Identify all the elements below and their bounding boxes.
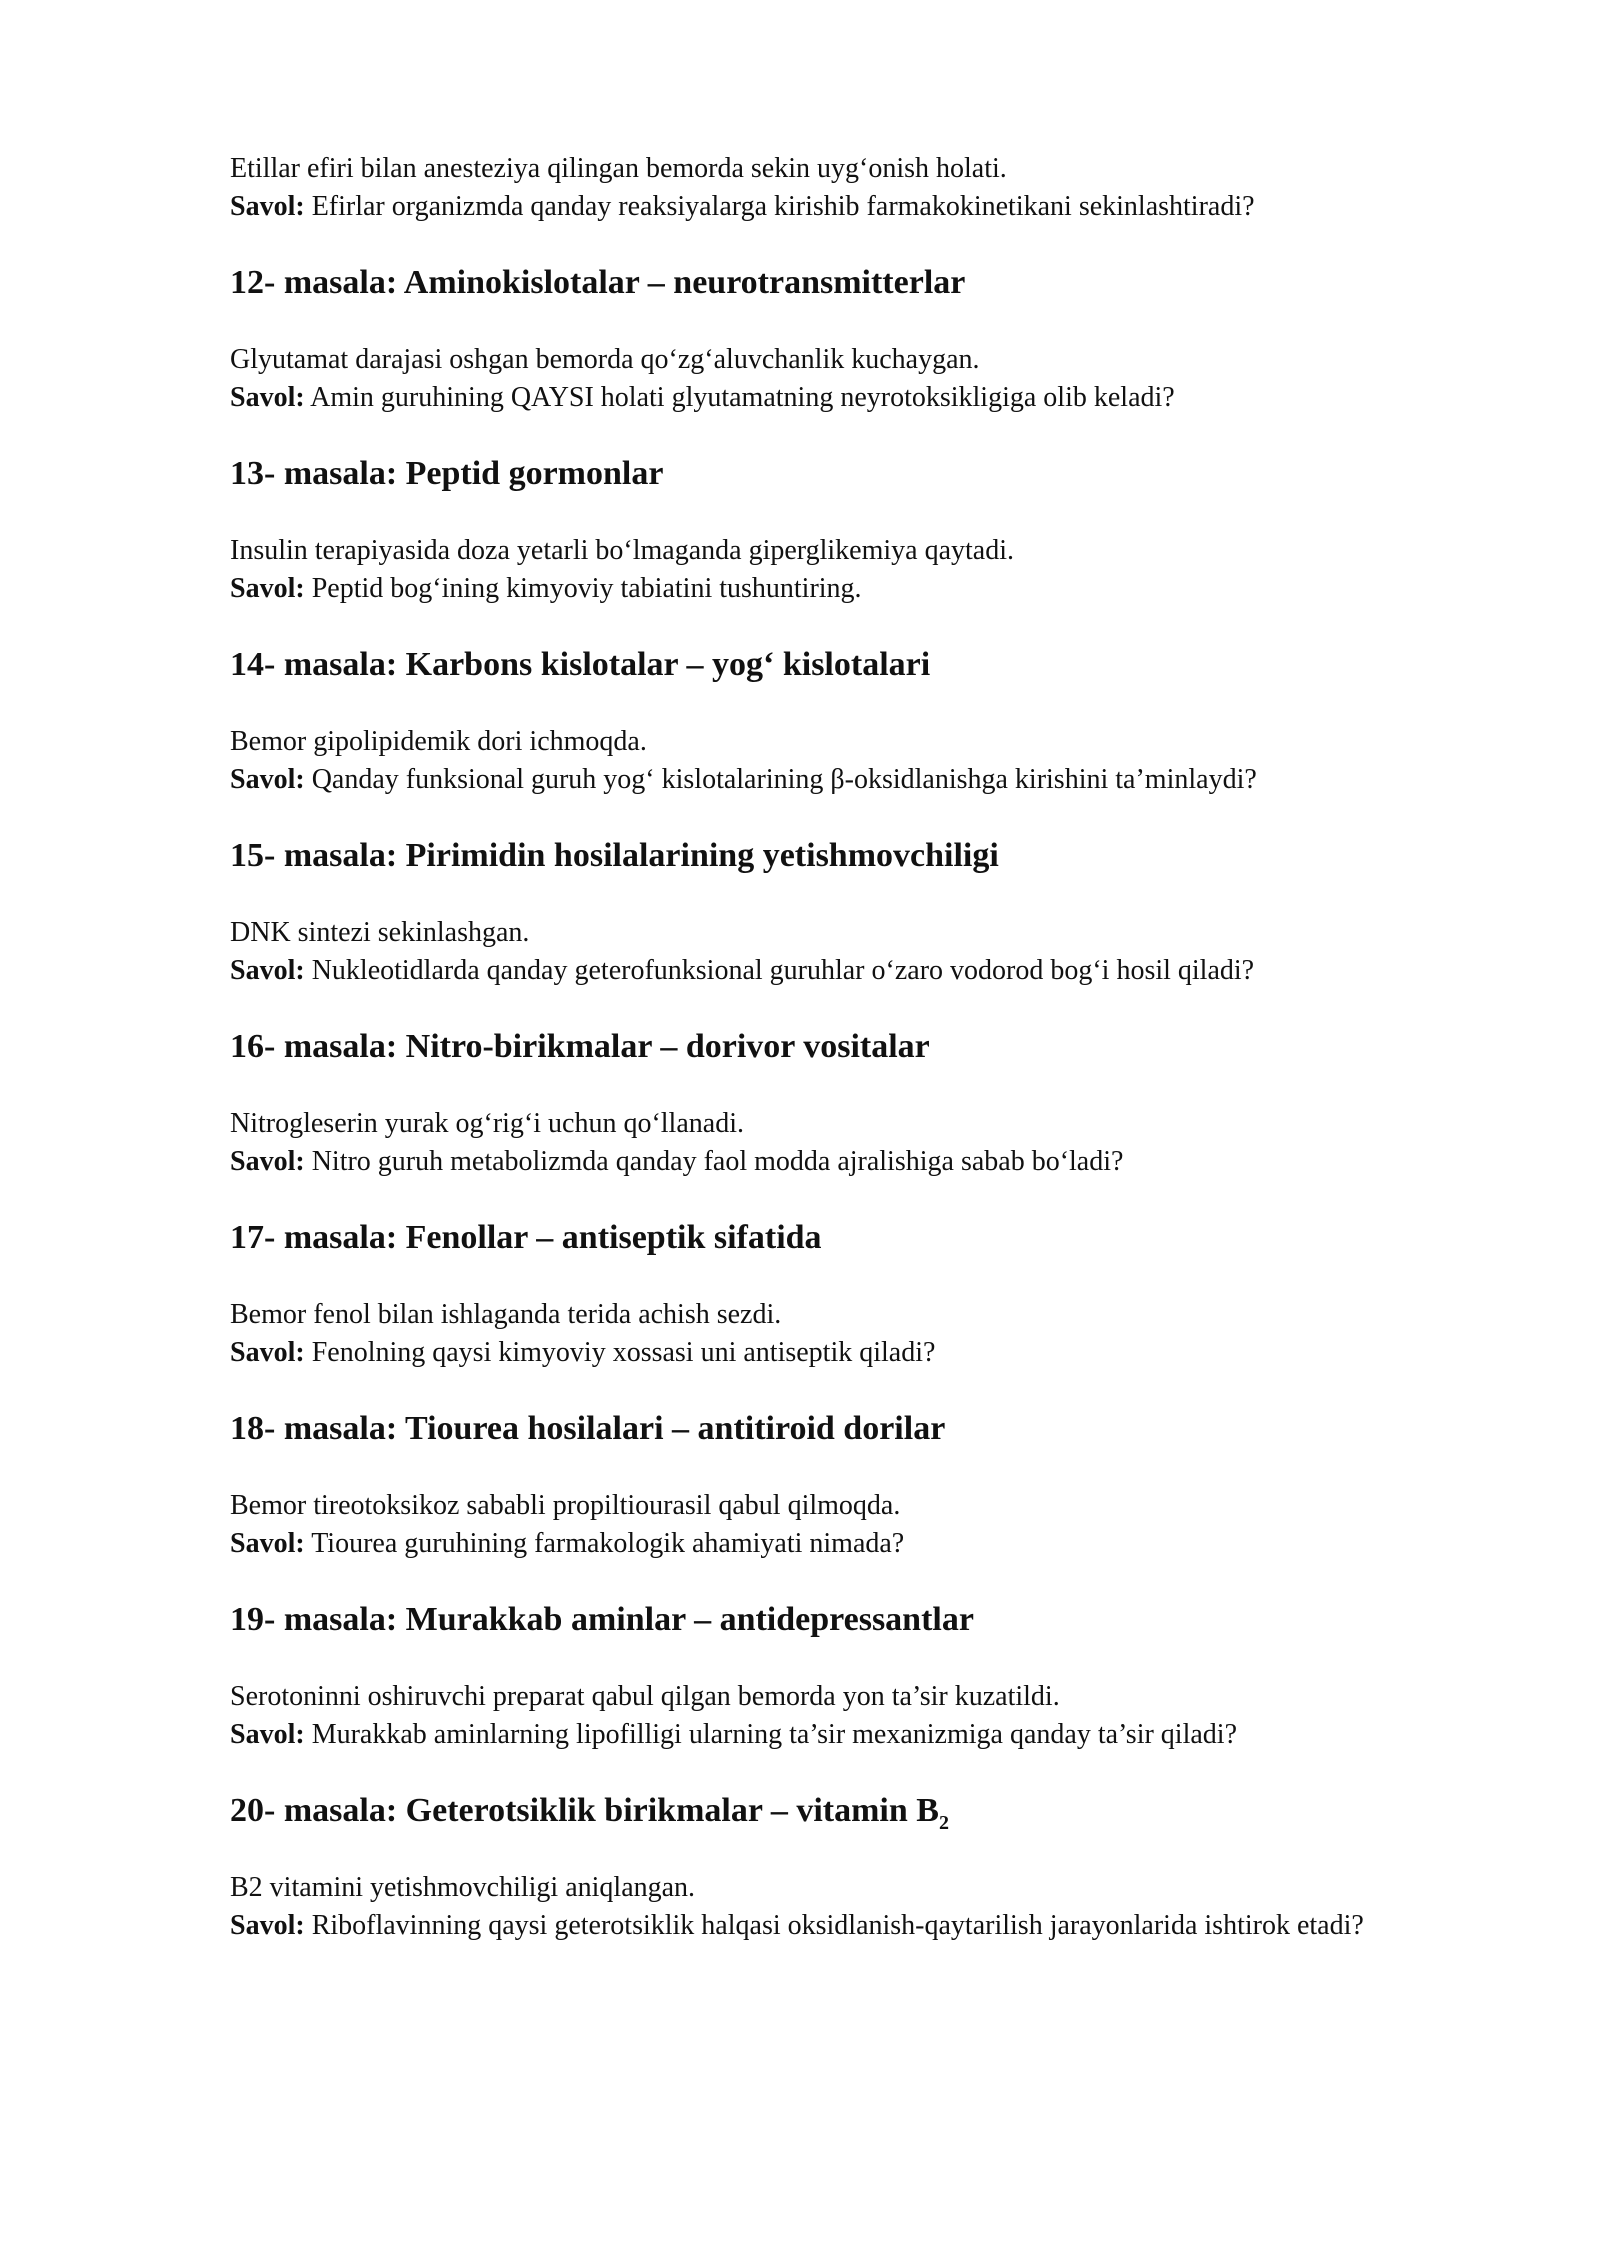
question-line (230, 1143, 1470, 1181)
problem-18 (230, 1409, 1470, 1563)
question-line (230, 570, 1470, 608)
problem-19 (230, 1600, 1470, 1754)
question-label: Savol: (230, 955, 305, 986)
case-text: DNK sintezi sekinlashgan. (230, 917, 530, 948)
question-line (230, 1334, 1470, 1372)
question-line (230, 952, 1470, 990)
case-text: Insulin terapiyasida doza yetarli bo‘lmaganda giperglikemiya qaytadi. (230, 535, 1014, 566)
question-text: Nukleotidlarda qanday geterofunksional guruhlar o‘zaro vodorod bog‘i hosil qiladi? (311, 955, 1255, 986)
question-text: Nitro guruh metabolizmda qanday faol modda ajralishiga sabab bo‘ladi? (311, 1146, 1124, 1177)
problem-title (230, 1791, 1470, 1834)
question-line (230, 1525, 1470, 1563)
question-line (230, 188, 1470, 226)
problem-17 (230, 1218, 1470, 1372)
question-line (230, 379, 1470, 417)
problem-title: 14- masala: Karbons kislotalar – yog‘ kislotalari (230, 646, 931, 683)
question-label: Savol: (230, 191, 305, 222)
question-text: Qanday funksional guruh yog‘ kislotalarining β-oksidlanishga kirishini ta’minlaydi? (311, 764, 1257, 795)
problem-13 (230, 454, 1470, 608)
question-line (230, 1907, 1470, 1945)
case-text: B2 vitamini yetishmovchiligi aniqlangan. (230, 1872, 696, 1903)
case-text: Bemor fenol bilan ishlaganda terida achish sezdi. (230, 1299, 782, 1330)
problem-title: 13- masala: Peptid gormonlar (230, 455, 664, 492)
problem-14 (230, 645, 1470, 799)
problem-title: 16- masala: Nitro-birikmalar – dorivor vositalar (230, 1028, 930, 1065)
problem-title: 15- masala: Pirimidin hosilalarining yetishmovchiligi (230, 837, 999, 874)
question-label: Savol: (230, 382, 305, 413)
question-text: Amin guruhining QAYSI holati glyutamatning neyrotoksikligiga olib keladi? (310, 382, 1175, 413)
problem-title: 12- masala: Aminokislotalar – neurotransmitterlar (230, 264, 966, 301)
question-text: Tiourea guruhining farmakologik ahamiyati nimada? (311, 1528, 905, 1559)
case-text: Glyutamat darajasi oshgan bemorda qo‘zg‘aluvchanlik kuchaygan. (230, 344, 980, 375)
question-label: Savol: (230, 1337, 305, 1368)
case-text: Serotoninni oshiruvchi preparat qabul qilgan bemorda yon ta’sir kuzatildi. (230, 1681, 1060, 1712)
question-label: Savol: (230, 1146, 305, 1177)
question-label: Savol: (230, 1528, 305, 1559)
question-line (230, 1716, 1470, 1754)
question-label: Savol: (230, 764, 305, 795)
problem-12 (230, 263, 1470, 417)
question-text: Riboflavinning qaysi geterotsiklik halqasi oksidlanish-qaytarilish jarayonlarida ishtirok etadi? (311, 1910, 1364, 1941)
question-text: Peptid bog‘ining kimyoviy tabiatini tushuntiring. (311, 573, 862, 604)
question-text: Fenolning qaysi kimyoviy xossasi uni antiseptik qiladi? (311, 1337, 936, 1368)
question-text: Murakkab aminlarning lipofilligi ularning ta’sir mexanizmiga qanday ta’sir qiladi? (311, 1719, 1237, 1750)
document-page (230, 150, 1470, 1945)
problem-15 (230, 836, 1470, 990)
problem-20 (230, 1791, 1470, 1945)
intro-block (230, 150, 1470, 226)
case-text: Bemor tireotoksikoz sababli propiltiourasil qabul qilmoqda. (230, 1490, 901, 1521)
question-label: Savol: (230, 573, 305, 604)
problem-title: 17- masala: Fenollar – antiseptik sifatida (230, 1219, 822, 1256)
case-text: Nitrogleserin yurak og‘rig‘i uchun qo‘llanadi. (230, 1108, 744, 1139)
question-label: Savol: (230, 1719, 305, 1750)
question-text: Efirlar organizmda qanday reaksiyalarga kirishib farmakokinetikani sekinlashtiradi? (311, 191, 1255, 222)
question-line (230, 761, 1470, 799)
question-label: Savol: (230, 1910, 305, 1941)
case-text: Etillar efiri bilan anesteziya qilingan bemorda sekin uyg‘onish holati. (230, 153, 1007, 184)
problem-title: 18- masala: Tiourea hosilalari – antitiroid dorilar (230, 1410, 946, 1447)
problem-title-text: 20- masala: Geterotsiklik birikmalar – vitamin B (230, 1792, 939, 1829)
title-subscript: 2 (938, 1811, 949, 1834)
case-text: Bemor gipolipidemik dori ichmoqda. (230, 726, 647, 757)
problem-16 (230, 1027, 1470, 1181)
problem-title: 19- masala: Murakkab aminlar – antidepressantlar (230, 1601, 974, 1638)
